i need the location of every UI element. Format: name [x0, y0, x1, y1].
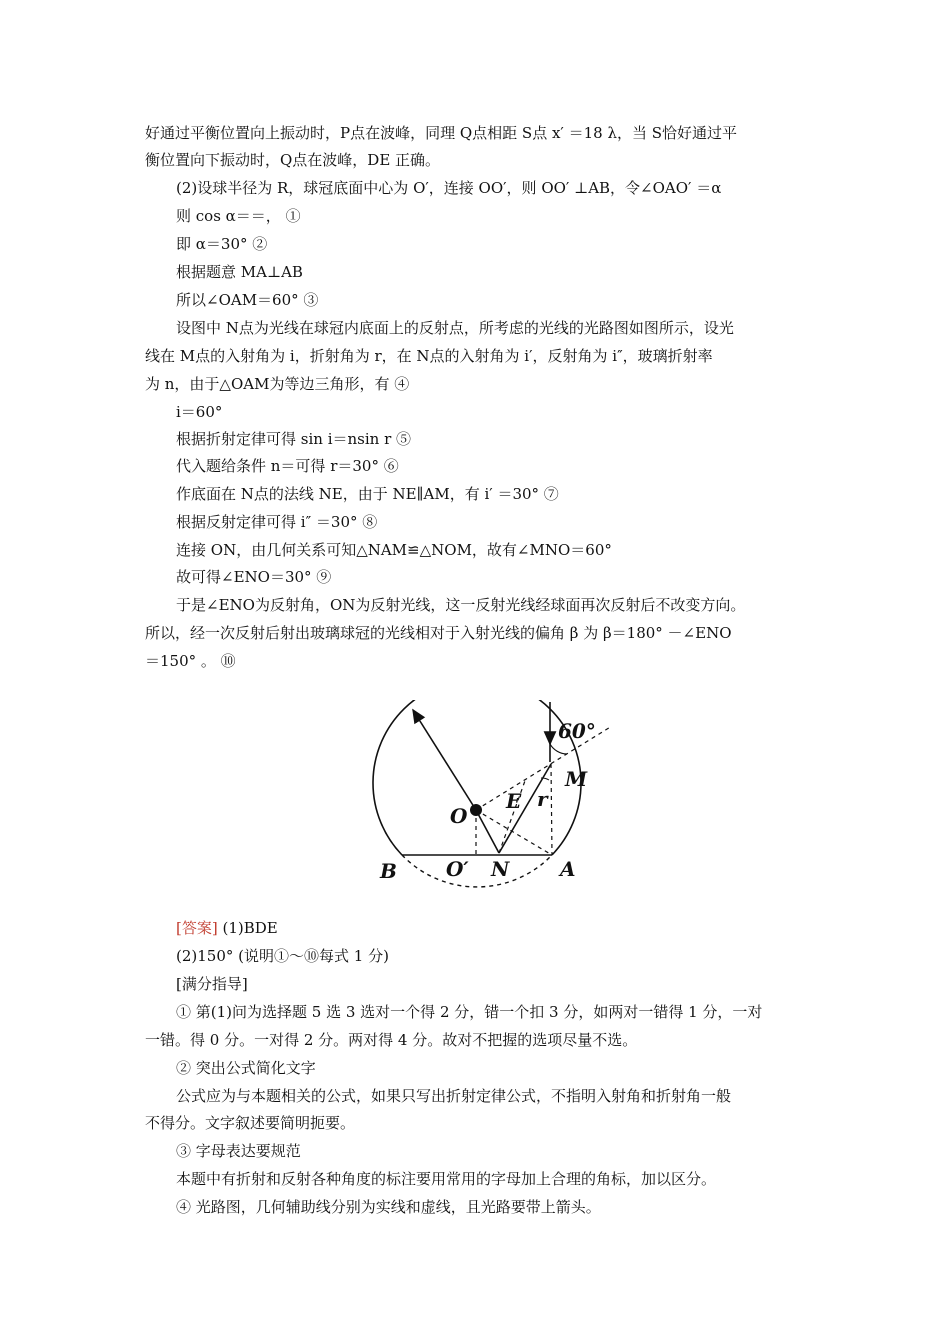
point-label-e: E	[506, 789, 522, 813]
text-line: i＝60°	[176, 403, 223, 421]
text-line: 根据反射定律可得 i″ ＝30° ⑧	[176, 513, 378, 531]
angle-label-r: r	[537, 787, 548, 811]
guide-line: ② 突出公式简化文字	[176, 1059, 316, 1077]
guide-title: [满分指导]	[176, 975, 248, 993]
light-path-diagram	[360, 700, 620, 900]
exit-ray	[413, 710, 476, 810]
center-point-o	[470, 804, 482, 816]
guide-line: 一错。得 0 分。一对得 2 分。两对得 4 分。故对不把握的选项尽量不选。	[145, 1031, 638, 1049]
point-label-o-prime: O′	[446, 857, 469, 881]
text-line: 连接 ON，由几何关系可知△NAM≌△NOM，故有∠MNO＝60°	[176, 541, 612, 559]
answer-part1: (1)BDE	[217, 919, 278, 937]
text-line: 根据折射定律可得 sin i＝nsin r ⑤	[176, 430, 412, 448]
guide-line: ③ 字母表达要规范	[176, 1142, 301, 1160]
text-line: ＝150° 。 ⑩	[145, 652, 236, 670]
text-line: 作底面在 N点的法线 NE，由于 NE∥AM，有 i′ ＝30° ⑦	[176, 485, 559, 503]
guide-line: ① 第(1)问为选择题 5 选 3 选对一个得 2 分，错一个扣 3 分，如两对一错得 1 分，一对	[176, 1003, 763, 1021]
point-label-a: A	[560, 857, 576, 881]
text-line: 根据题意 MA⊥AB	[176, 263, 303, 281]
point-label-n: N	[491, 857, 510, 881]
guide-line: 公式应为与本题相关的公式，如果只写出折射定律公式，不指明入射角和折射角一般	[176, 1087, 732, 1105]
text-line: 好通过平衡位置向上振动时，P点在波峰，同理 Q点相距 S点 x′ ＝18 λ，当 S恰好通过平	[145, 124, 738, 142]
guide-line: ④ 光路图，几何辅助线分别为实线和虚线，且光路要带上箭头。	[176, 1198, 601, 1216]
point-label-o: O	[450, 804, 468, 828]
text-line: (2)设球半径为 R，球冠底面中心为 O′，连接 OO′，则 OO′ ⊥AB，令∠OAO′ ＝α	[176, 179, 722, 197]
sphere-lower-arc	[402, 855, 552, 887]
point-label-b: B	[380, 859, 397, 883]
text-line: 于是∠ENO为反射角，ON为反射光线，这一反射光线经球面再次反射后不改变方向。	[176, 596, 746, 614]
text-line: 则 cos α＝＝， ①	[176, 207, 301, 225]
angle-label-60: 60°	[558, 719, 596, 743]
text-line: 设图中 N点为光线在球冠内底面上的反射点，所考虑的光线的光路图如图所示，设光	[176, 319, 734, 337]
answer-part2: (2)150° (说明①～⑩每式 1 分)	[176, 947, 389, 965]
reflected-ray	[476, 810, 499, 853]
text-line: 所以，经一次反射后射出玻璃球冠的光线相对于入射光线的偏角 β 为 β＝180° －∠ENO	[145, 624, 732, 642]
text-line: 衡位置向下振动时，Q点在波峰，DE 正确。	[145, 151, 441, 169]
guide-line: 本题中有折射和反射各种角度的标注要用常用的字母加上合理的角标，加以区分。	[176, 1170, 717, 1188]
answer-line	[176, 918, 278, 938]
text-line: 即 α＝30° ②	[176, 235, 268, 253]
guide-line: 不得分。文字叙述要简明扼要。	[145, 1114, 356, 1132]
text-line: 线在 M点的入射角为 i，折射角为 r，在 N点的入射角为 i′，反射角为 i″，玻璃折射率	[145, 347, 713, 365]
text-line: 所以∠OAM＝60° ③	[176, 291, 319, 309]
text-line: 故可得∠ENO＝30° ⑨	[176, 568, 332, 586]
text-line: 为 n，由于△OAM为等边三角形，有 ④	[145, 375, 410, 393]
answer-tag: [答案]	[176, 919, 218, 937]
text-line: 代入题给条件 n＝可得 r＝30° ⑥	[176, 457, 399, 475]
point-label-m: M	[565, 767, 588, 791]
